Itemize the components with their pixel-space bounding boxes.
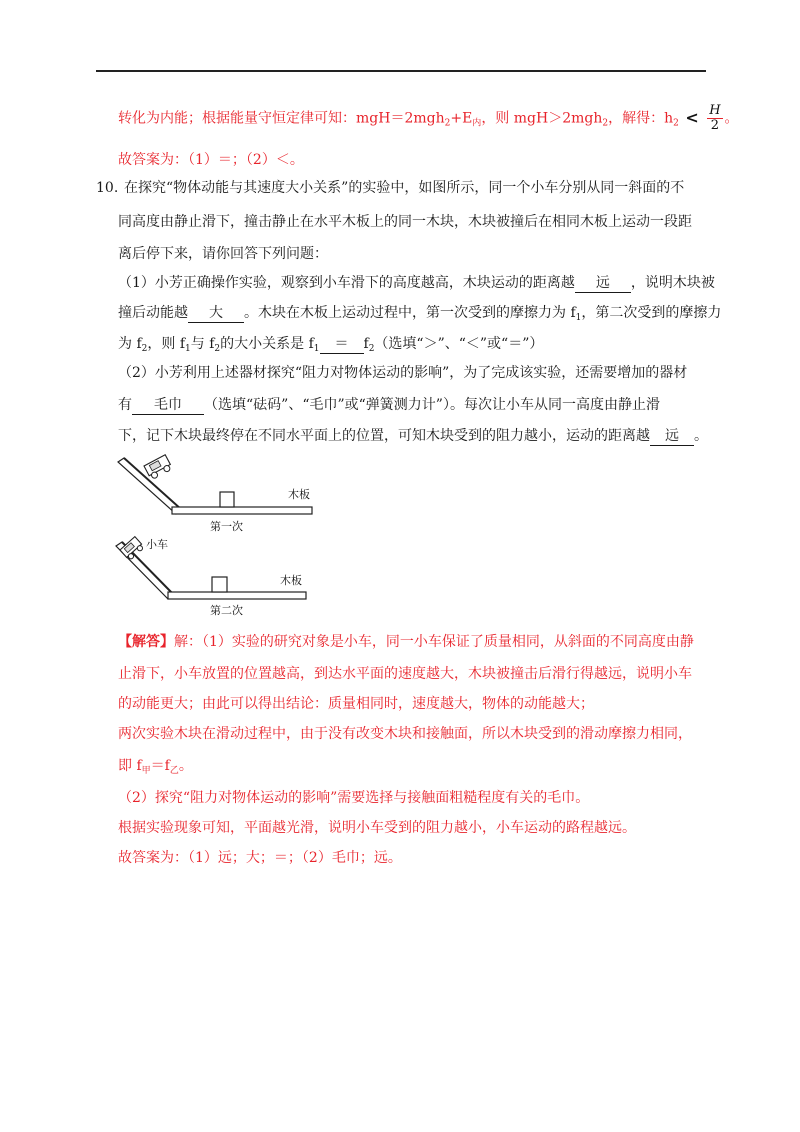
part1-text: f: [363, 336, 369, 352]
fraction-numerator: H: [709, 103, 721, 118]
solution-line-8: 故答案为：（1）远；大；＝；（2）毛巾；远。: [118, 850, 402, 866]
part1-text: ，第二次受到的摩擦力: [581, 305, 722, 321]
board-label-2: 木板: [280, 574, 302, 587]
solution-text: 即 f: [118, 758, 142, 774]
subscript: 2: [602, 118, 609, 129]
board-label-1: 木板: [288, 488, 310, 501]
equation-text: ，则 mgH＞2mgh: [481, 110, 603, 127]
answer-blank-relation: ＝: [320, 335, 364, 354]
cart-1: [144, 455, 173, 480]
subscript: 乙: [169, 766, 179, 776]
answer-blank-distance: 远: [575, 274, 631, 293]
equation-text: ，解得：h: [608, 110, 674, 127]
part1-text: ，则 f: [147, 336, 186, 352]
part1-line-2: [118, 303, 721, 328]
answer-blank-distance-2: 远: [650, 427, 694, 446]
solution-line-6: （2）探究“阻力对物体运动的影响”需要选择与接触面粗糙程度有关的毛巾。: [118, 790, 590, 806]
fraction-denominator: 2: [710, 118, 719, 133]
subscript: 2: [444, 118, 451, 129]
part2-text: 有: [118, 397, 132, 413]
subscript: 1: [185, 344, 191, 354]
wood-block-1: [220, 492, 234, 507]
part1-line-1: [118, 273, 715, 293]
solution-tag: 【解答】: [118, 634, 174, 650]
question-line-3: 离后停下来，请你回答下列问题：: [118, 246, 328, 262]
trial-1-diagram: [118, 455, 312, 533]
solution-line-4: 两次实验木块在滑动过程中，由于没有改变木块和接触面，所以木块受到的滑动摩擦力相同，: [118, 726, 692, 742]
part1-text: （选填“＞”、“＜”或“＝”）: [374, 336, 544, 352]
part1-text: 与 f: [190, 336, 215, 352]
question-number: 10.: [96, 180, 119, 196]
equation-text: +E: [450, 110, 473, 127]
board-1: [172, 507, 312, 514]
solution-line-5: [118, 756, 193, 781]
subscript: 2: [141, 344, 148, 354]
subscript: 甲: [141, 766, 151, 776]
solution-line-3: 的动能更大；由此可以得出结论：质量相同时，速度越大，物体的动能越大；: [118, 696, 594, 712]
part2-text: 下，记下木块最终停在不同水平面上的位置，可知木块受到的阻力越小，运动的距离越: [118, 428, 650, 444]
subscript: 2: [368, 344, 375, 354]
answer-equation-line: [118, 104, 739, 134]
part2-text: 。: [694, 428, 708, 444]
less-than-sign: <: [685, 107, 699, 127]
solution-line-7: 根据实验现象可知，平面越光滑，说明小车受到的阻力越小，小车运动的路程越远。: [118, 820, 636, 836]
subscript: 内: [472, 118, 482, 129]
subscript: 2: [214, 344, 221, 354]
equation-end: 。: [724, 110, 739, 127]
subscript: 1: [575, 313, 582, 323]
subscript: 2: [673, 118, 679, 129]
part1-text: 的大小关系是 f: [220, 336, 314, 352]
question-line-1: 在探究“物体动能与其速度大小关系”的实验中，如图所示，同一个小车分别从同一斜面的不: [124, 180, 685, 196]
part1-text: 撞后动能越: [118, 305, 188, 321]
solution-text: ＝f: [150, 758, 170, 774]
part1-text: ，说明木块被: [630, 275, 715, 291]
trial-2-diagram: [116, 537, 306, 617]
caption-2: 第二次: [210, 604, 243, 617]
wood-block-2: [212, 577, 227, 592]
solution-text: 。: [178, 758, 193, 774]
part2-line-3: [118, 426, 708, 446]
part1-text: 。木块在木板上运动过程中，第一次受到的摩擦力为 f: [244, 305, 576, 321]
part1-line-3: [118, 334, 543, 359]
header-rule: [96, 70, 706, 72]
answer-blank-material: 毛巾: [132, 396, 204, 415]
subscript: 1: [313, 344, 320, 354]
part1-text: 为 f: [118, 336, 142, 352]
equation-text: 转化为内能；根据能量守恒定律可知：mgH＝2mgh: [118, 110, 445, 127]
experiment-figure: [110, 450, 450, 620]
car-label: 小车: [146, 538, 168, 551]
cart-2: [120, 537, 145, 561]
part1-text: （1）小芳正确操作实验，观察到小车滑下的高度越高，木块运动的距离越: [118, 275, 575, 291]
part2-text: （选填“砝码”、“毛巾”或“弹簧测力计”）。每次让小车从同一高度由静止滑: [204, 397, 660, 413]
answer-blank-energy: 大: [188, 304, 244, 323]
solution-line-2: 止滑下，小车放置的位置越高，到达水平面的速度越大，木块被撞击后滑行得越远，说明小车: [118, 666, 692, 682]
solution-line-1: [118, 632, 694, 652]
part2-line-1: （2）小芳利用上述器材探究“阻力对物体运动的影响”，为了完成该实验，还需要增加的器材: [118, 365, 688, 381]
fraction: [707, 104, 722, 133]
solution-text: 解：（1）实验的研究对象是小车，同一小车保证了质量相同，从斜面的不同高度由静: [174, 634, 694, 650]
board-2: [168, 592, 306, 599]
question-line-2: 同高度由静止滑下，撞击静止在水平木板上的同一木块，木块被撞后在相同木板上运动一段距: [118, 214, 692, 230]
caption-1: 第一次: [210, 520, 243, 533]
answer-line-1: 故答案为：（1）＝；（2）＜。: [118, 152, 304, 168]
part2-line-2: [118, 395, 660, 415]
